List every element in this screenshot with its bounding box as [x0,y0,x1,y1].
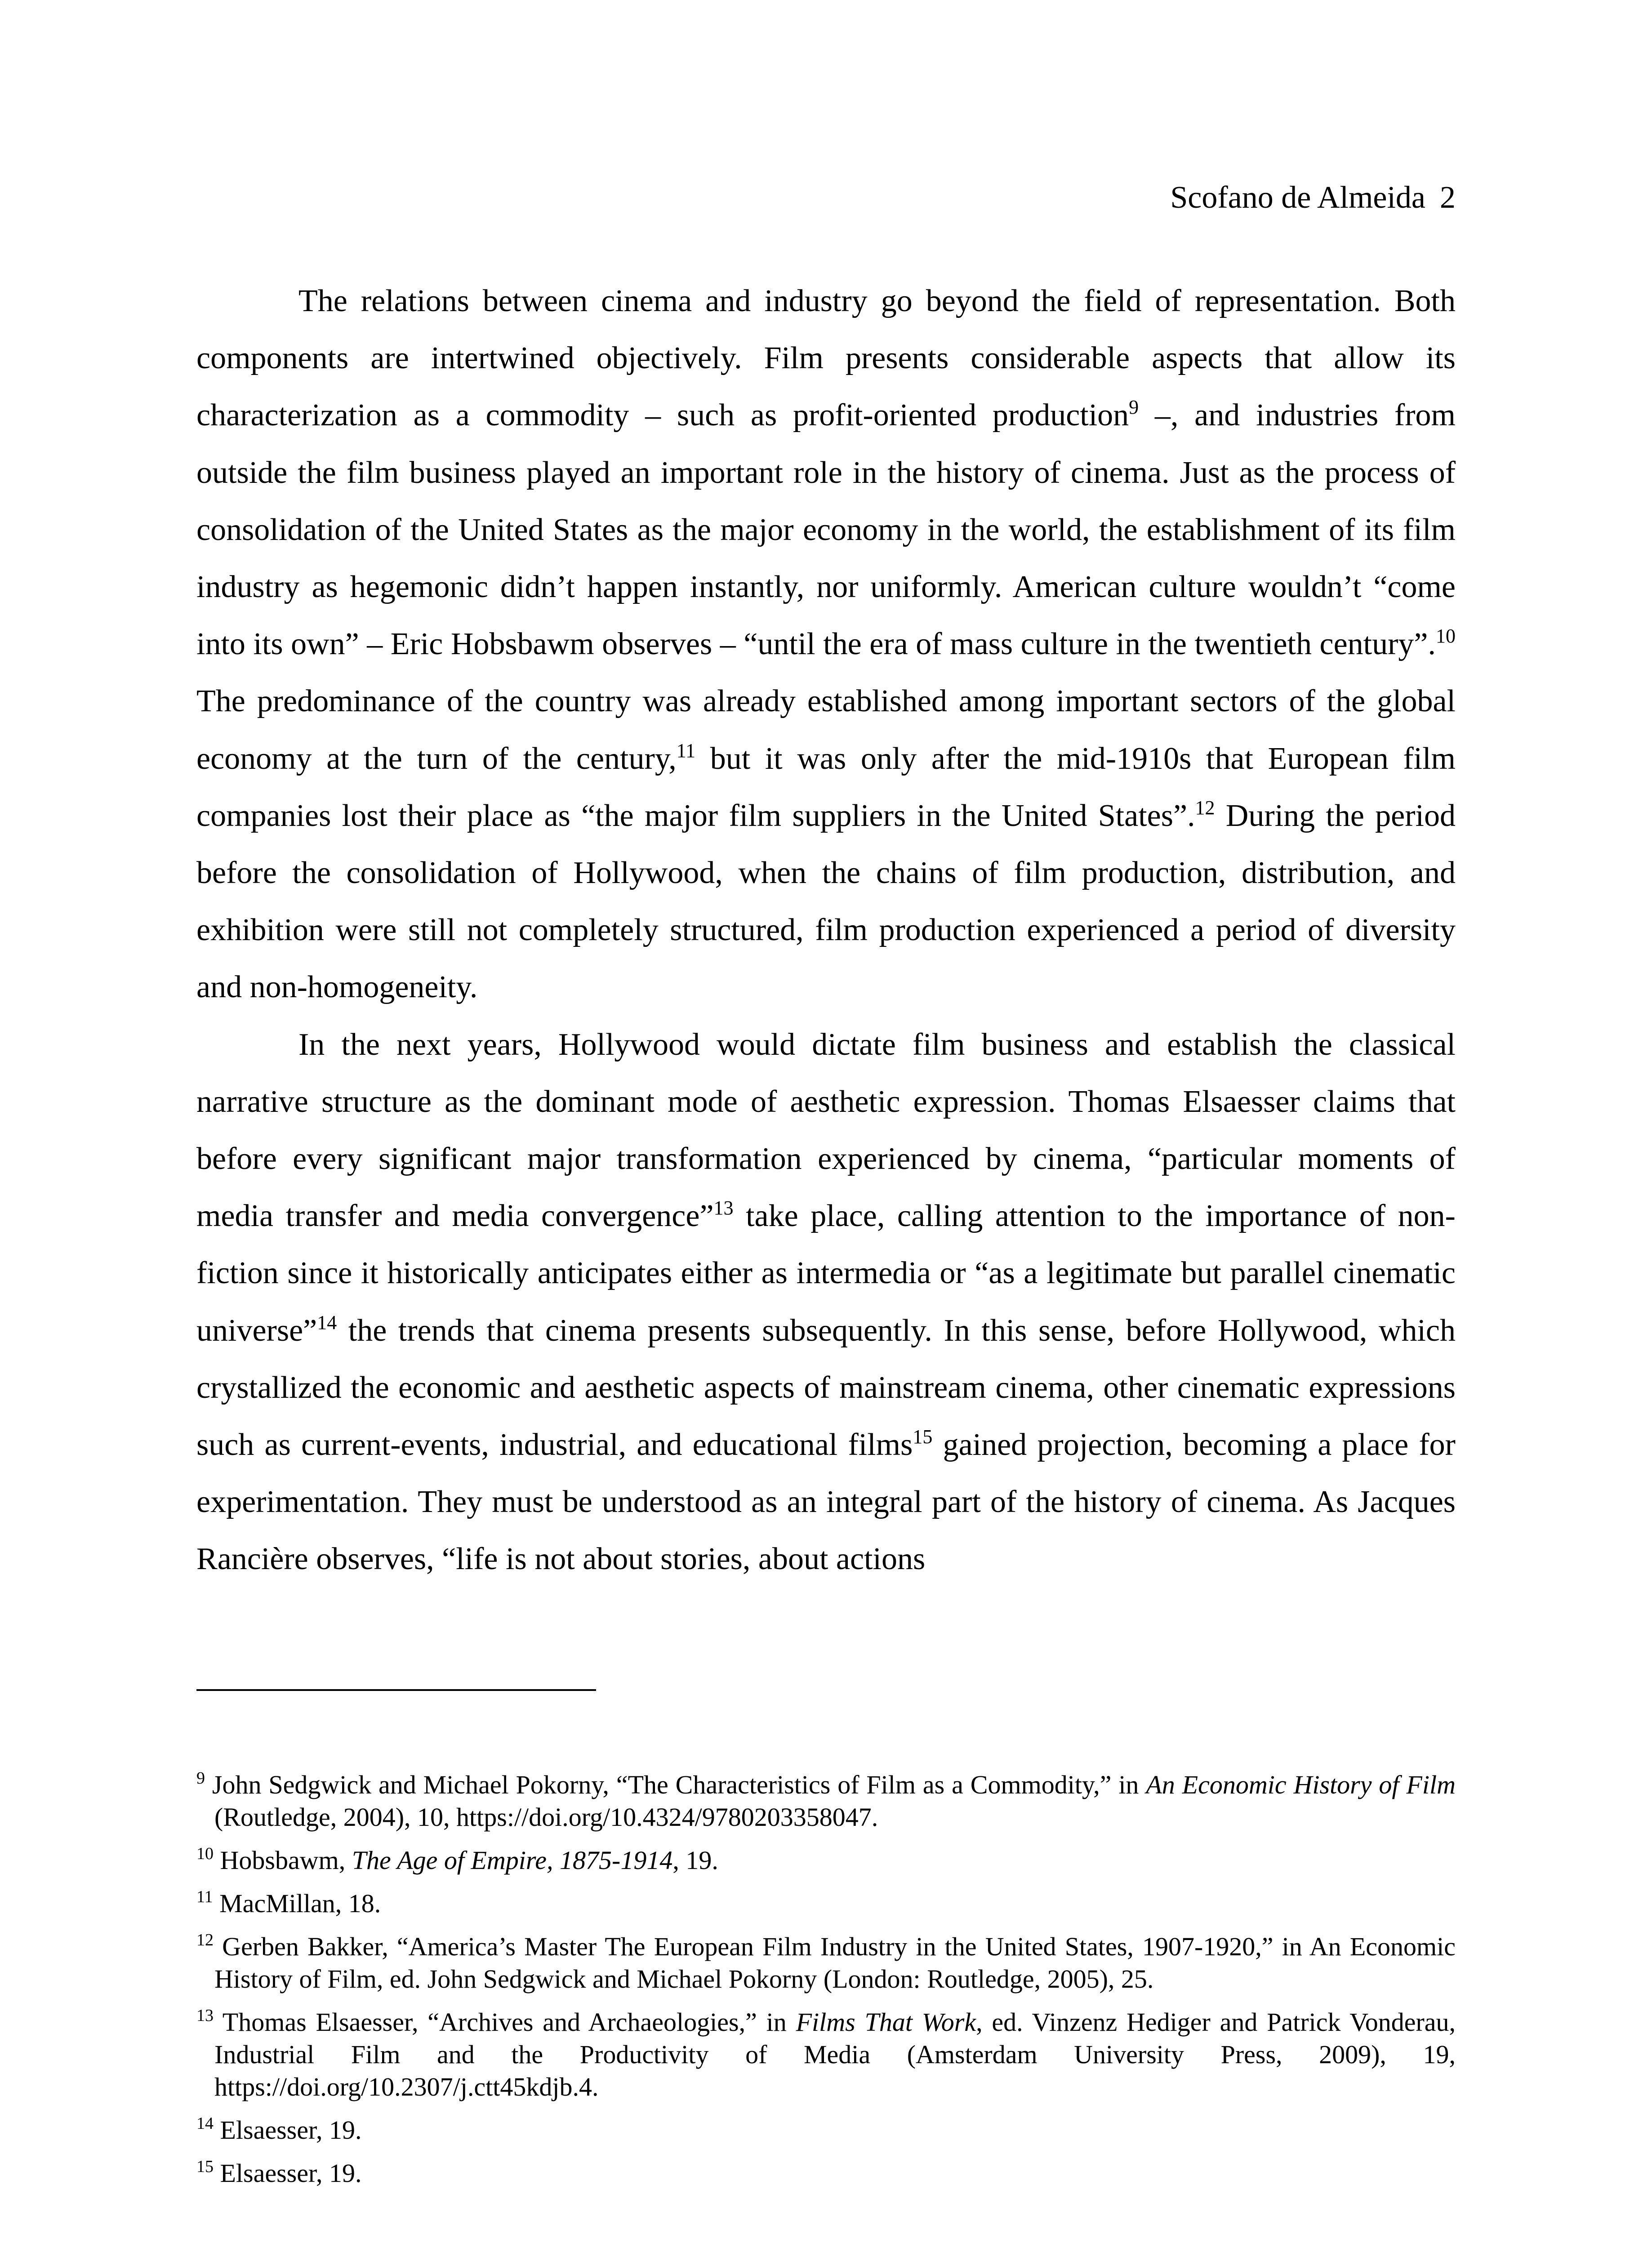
footnote-text: , ed. Vinzenz Hediger and Patrick Vonderau, Industrial Film and the Productivity of Media (Amsterdam University Press, 2009), 19, https://doi.org/10.2307/j.ctt45kdjb.4. [214,2007,1456,2101]
footnote-number: 15 [196,2157,214,2176]
footnote-number: 14 [196,2114,214,2133]
footnote-11 [196,1887,1456,1920]
footnote-text: Gerben Bakker, “America’s Master The European Film Industry in the United States, 1907-1920,” in An Economic History of Film, ed. John Sedgwick and Michael Pokorny (London: Routledge, 2005), 25. [214,1932,1456,1994]
paragraph-text: The relations between cinema and industry go beyond the field of representation. Both components are intertwined objectively. Film presents considerable aspects that allow its characterization as a commodity – such as profit-oriented production [196,284,1456,433]
footnote-number: 12 [196,1931,214,1949]
paragraph-text: –, and industries from outside the film business played an important role in the history of cinema. Just as the process of consolidation of the United States as the major economy in the world, the establishment of its film industry as hegemonic didn’t happen instantly, nor uniformly. American culture wouldn’t “come into its own” – Eric Hobsbawm observes – “until the era of mass culture in the twentieth century”. [196,398,1456,662]
footnote-ref-12[interactable]: 12 [1195,796,1215,819]
footnote-ref-13[interactable]: 13 [713,1197,734,1219]
header-author: Scofano de Almeida [1170,180,1425,215]
footnote-ref-14[interactable]: 14 [317,1311,337,1334]
footnote-ref-15[interactable]: 15 [913,1426,933,1448]
footnote-title: The Age of Empire, 1875-1914 [352,1846,673,1875]
footnote-number: 9 [196,1769,205,1788]
footnote-number: 11 [196,1887,213,1906]
footnote-13 [196,2006,1456,2103]
page-number: 2 [1440,180,1456,215]
footnote-text: Thomas Elsaesser, “Archives and Archaeologies,” in [214,2007,796,2037]
footnote-9 [196,1769,1456,1833]
footnote-text: John Sedgwick and Michael Pokorny, “The Characteristics of Film as a Commodity,” in [205,1770,1146,1799]
footnote-text: Elsaesser, 19. [214,2159,362,2188]
paragraph-text: but it was only after the mid-1910s that European film companies lost their place as “the major film suppliers in the United States”. [196,741,1456,833]
paragraph-text: take place, calling attention to the importance of non-fiction since it historically anticipates either as intermedia or “as a legitimate but parallel cinematic universe” [196,1199,1456,1348]
footnote-title: An Economic History of Film [1146,1770,1456,1799]
footnote-number: 10 [196,1844,214,1863]
paragraph-text: the trends that cinema presents subsequently. In this sense, before Hollywood, which crystallized the economic and aesthetic aspects of mainstream cinema, other cinematic expressions such as current-events, industrial, and educational films [196,1313,1456,1463]
footnote-text: Hobsbawm, [214,1846,352,1875]
paragraph-text: In the next years, Hollywood would dictate film business and establish the classical narrative structure as the dominant mode of aesthetic expression. Thomas Elsaesser claims that before every significant major transformation experienced by cinema, “particular moments of media transfer and media convergence” [196,1027,1456,1234]
footnote-text: MacMillan, 18. [213,1889,381,1918]
paragraph-text: gained projection, becoming a place for experimentation. They must be understood as an integral part of the history of cinema. As Jacques Rancière observes, “life is not about stories, about actions [196,1427,1456,1577]
footnote-title: Films That Work [796,2007,976,2037]
footnote-ref-10[interactable]: 10 [1436,625,1456,647]
footnote-ref-11[interactable]: 11 [676,739,696,762]
body-text [196,272,1456,1588]
paragraph-1 [196,272,1456,1016]
footnote-number: 13 [196,2006,214,2025]
footnote-ref-9[interactable]: 9 [1129,396,1139,419]
footnote-divider [196,1689,596,1691]
footnote-10 [196,1844,1456,1877]
footnote-text: Elsaesser, 19. [214,2115,362,2145]
footnotes-section [196,1769,1456,2200]
paragraph-text: During the period before the consolidation of Hollywood, when the chains of film production, distribution, and exhibition were still not completely structured, film production experienced a period of diversity and non-homogeneity. [196,798,1456,1005]
footnote-14 [196,2114,1456,2146]
running-header [1170,176,1456,219]
footnote-text: (Routledge, 2004), 10, https://doi.org/10.4324/9780203358047. [214,1802,878,1832]
footnote-text: , 19. [672,1846,718,1875]
footnote-12 [196,1931,1456,1995]
paragraph-2 [196,1016,1456,1588]
footnote-15 [196,2157,1456,2190]
paragraph-text: The predominance of the country was already established among important sectors of the global economy at the turn of the century, [196,684,1456,776]
